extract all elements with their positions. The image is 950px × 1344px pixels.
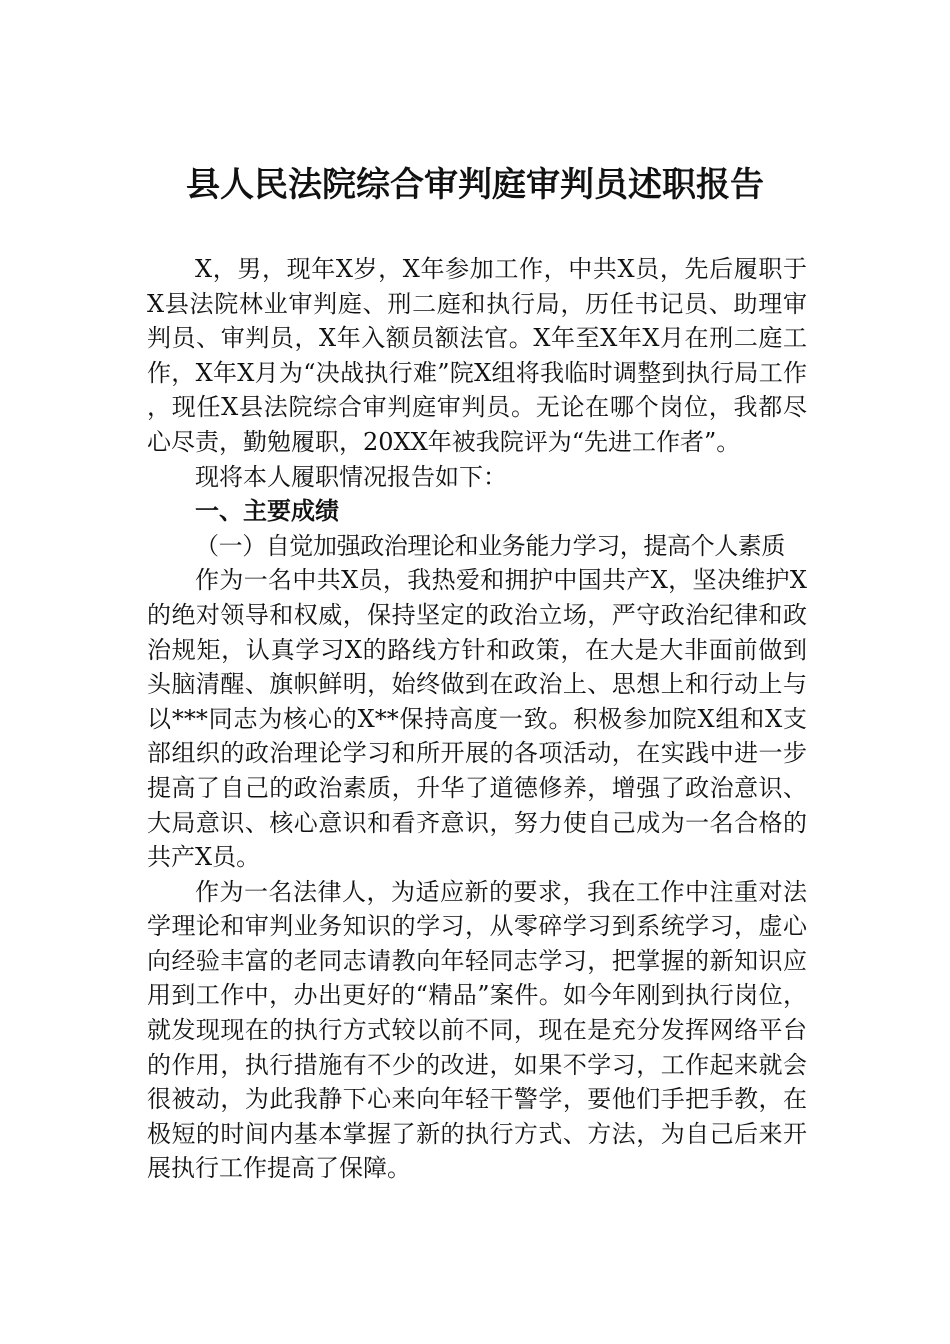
- subsection-heading-study: （一）自觉加强政治理论和业务能力学习，提高个人素质: [195, 531, 785, 560]
- political-study-paragraph: 作为一名中共X员，我热爱和拥护中国共产X，坚决维护X的绝对领导和权威，保持坚定的政治立场，严守政治纪律和政治规矩，认真学习X的路线方针和政策，在大是大非面前做到头脑清醒、旗帜鲜明，始终做到在政治上、思想上和行动上与以***同志为核心的X**保持高度一致。积极参加院X组和X支部组织的政治理论学习和所开展的各项活动，在实践中进一步提高了自己的政治素质，升华了道德修养，增强了政治意识、大局意识、核心意识和看齐意识，努力使自己成为一名合格的共产X员。: [147, 566, 807, 872]
- report-lead-paragraph: 现将本人履职情况报告如下：: [195, 462, 507, 491]
- document-title: 县人民法院综合审判庭审判员述职报告: [186, 165, 764, 205]
- section-heading-main-achievements: 一、主要成绩: [195, 497, 339, 526]
- legal-study-paragraph: 作为一名法律人，为适应新的要求，我在工作中注重对法学理论和审判业务知识的学习，从零碎学习到系统学习，虚心向经验丰富的老同志请教向年轻同志学习，把掌握的新知识应用到工作中，办出更好的“精品”案件。如今年刚到执行岗位，就发现现在的执行方式较以前不同，现在是充分发挥网络平台的作用，执行措施有不少的改进，如果不学习，工作起来就会很被动，为此我静下心来向年轻干警学，要他们手把手教，在极短的时间内基本掌握了新的执行方式、方法，为自己后来开展执行工作提高了保障。: [147, 877, 807, 1183]
- document-body: [147, 252, 807, 1186]
- intro-paragraph: X，男，现年X岁，X年参加工作，中共X员，先后履职于X县法院林业审判庭、刑二庭和执行局，历任书记员、助理审判员、审判员，X年入额员额法官。X年至X年X月在刑二庭工作，X年X月为“决战执行难”院X组将我临时调整到执行局工作，现任X县法院综合审判庭审判员。无论在哪个岗位，我都尽心尽责，勤勉履职，20XX年被我院评为“先进工作者”。: [147, 255, 807, 456]
